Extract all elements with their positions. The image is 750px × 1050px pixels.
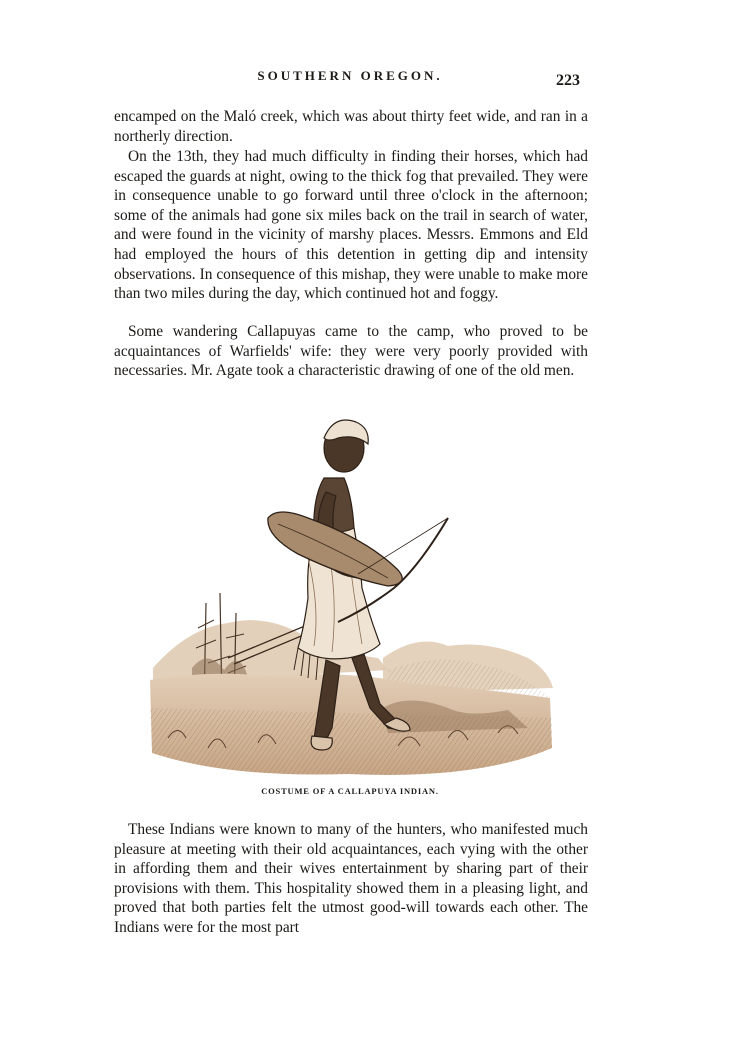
- paragraph-2: On the 13th, they had much difficulty in finding their horses, which had escaped the guards at night, owing to the thick fog that prevailed. They were in consequence unable to go forward until three o'clock in the afternoon; some of the animals had gone six miles back on the trail in search of water, and were found in the vicinity of marshy places. Messrs. Emmons and Eld had employed the hours of this detention in getting dip and intensity observations. In consequence of this mishap, they were unable to make more than two miles during the day, which continued hot and foggy.: [114, 148, 588, 303]
- page-number: 223: [556, 72, 580, 89]
- paragraph-4: These Indians were known to many of the hunters, who manifested much pleasure at meeting with their old acquaintances, each vying with the other in affording them and their wives entertainment by sharing part of their provisions with them. This hospitality showed them in a pleasing light, and proved that both parties felt the utmost good-will towards each other. The Indians were for the most part: [114, 821, 588, 936]
- running-title: SOUTHERN OREGON.: [257, 68, 443, 83]
- paragraph-1: encamped on the Maló creek, which was about thirty feet wide, and ran in a northerly direction.: [114, 108, 588, 145]
- engraving-callapuya-indian: [148, 408, 558, 780]
- paragraph-3: Some wandering Callapuyas came to the camp, who proved to be acquaintances of Warfields' wife: they were very poorly provided with necessaries. Mr. Agate took a characteristic drawing of one of the old men.: [114, 323, 588, 380]
- illustration-caption: COSTUME OF A CALLAPUYA INDIAN.: [261, 786, 439, 796]
